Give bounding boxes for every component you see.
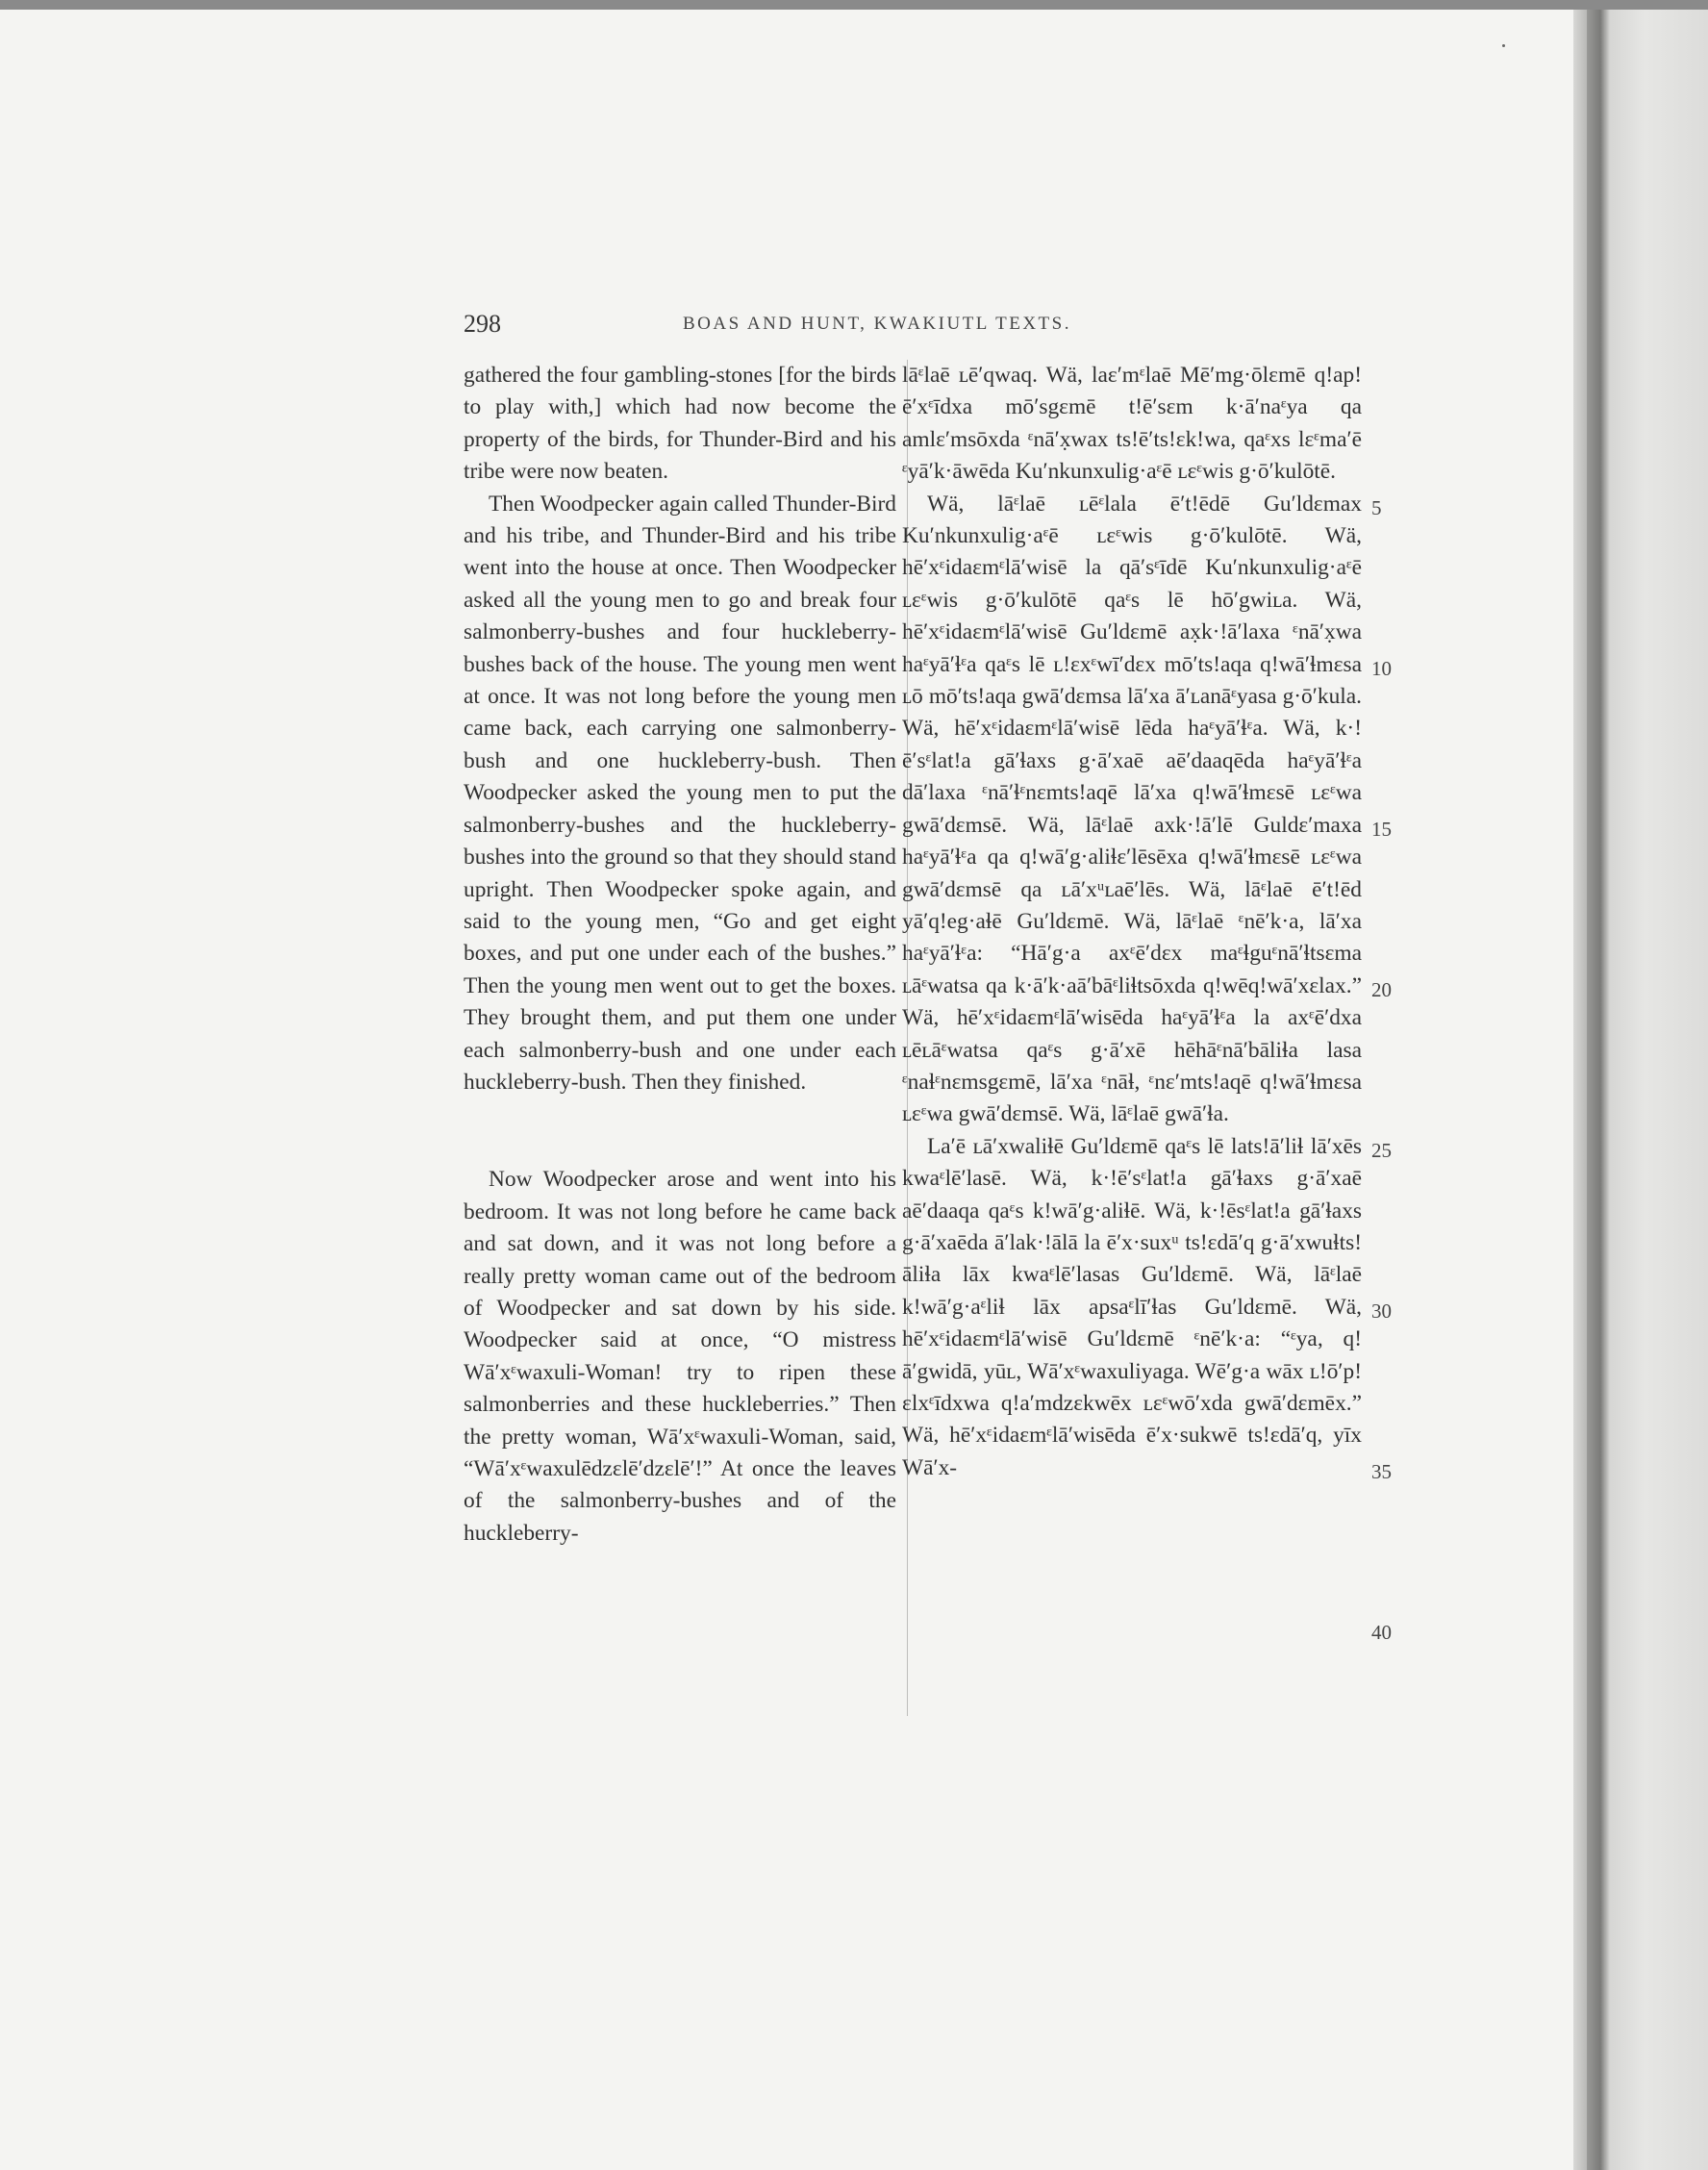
english-column — [464, 360, 896, 1550]
scanner-top-band — [0, 0, 1708, 10]
kwakiutl-paragraph-2: Wä, lāᵋlaē ʟēᵋlala ē′t!ēdē Gu′ldɛmax Ku′nkunxulig·aᵋē ʟɛᵋwis g·ō′kulōtē. Wä, hē′xᵋidaɛmᵋlā′wisē la qā′sᵋīdē Ku′nkunxulig·aᵋē ʟɛᵋwis g·ō′kulōtē qaᵋs lē hō′gwiʟa. Wä, hē′xᵋidaɛmᵋlā′wisē Gu′ldɛmē ax̣k·!ā′laxa ᵋnā′x̣wa haᵋyā′ɬᵋa qaᵋs lē ʟ!ɛxᵋwī′dɛx mō′ts!aqa q!wā′ɬmɛsa ʟō mō′ts!aqa gwā′dɛmsa lā′xa ā′ʟanāᵋyasa g·ō′kula. Wä, hē′xᵋidaɛmᵋlā′wisē lēda haᵋyā′ɬᵋa. Wä, k·!ē′sᵋlat!a gā′ɬaxs g·ā′xaē aē′daaqēda haᵋyā′ɬᵋa dā′laxa ᵋnā′ɬᵋnɛmts!aqē lā′xa q!wā′ɬmɛsē ʟɛᵋwa gwā′dɛmsē. Wä, lāᵋlaē axk·!ā′lē Guldɛ′maxa haᵋyā′ɬᵋa qa q!wā′g·aliɬɛ′lēsēxa q!wā′ɬmɛsē ʟɛᵋwa gwā′dɛmsē qa ʟā′xᵘʟaē′lēs. Wä, lāᵋlaē ē′t!ēd yā′q!eg·aɬē Gu′ldɛmē. Wä, lāᵋlaē ᵋnē′k·a, lā′xa haᵋyā′ɬᵋa: “Hā′g·a axᵋē′dɛx maᵋɬguᵋnā′ɬtsɛma ʟāᵋwatsa qa k·ā′k·aā′bāᵋliɬtsōxda q!wēq!wā′xɛlax.” Wä, hē′xᵋidaɛmᵋlā′wisēda haᵋyā′ɬᵋa la axᵋē′dxa ʟēʟāᵋwatsa qaᵋs g·ā′xē hēhāᵋnā′bāliɬa lasa ᵋnaɬᵋnɛmsgɛmē, lā′xa ᵋnāɬ, ᵋnɛ′mts!aqē q!wā′ɬmɛsa ʟɛᵋwa gwā′dɛmsē. Wä, lāᵋlaē gwā′ɬa. — [902, 491, 1362, 1127]
english-paragraph-1: gathered the four gambling-stones [for the birds to play with,] which had now become the property of the birds, for Thunder-Bird and his tribe were now beaten. — [464, 363, 896, 485]
book-edge-strip — [1587, 10, 1708, 2170]
running-title: BOAS AND HUNT, KWAKIUTL TEXTS. — [683, 314, 1071, 334]
kwakiutl-paragraph-3: La′ē ʟā′xwaliɬē Gu′ldɛmē qaᵋs lē lats!ā′liɬ lā′xēs kwaᵋlē′lasē. Wä, k·!ē′sᵋlat!a gā′ɬaxs g·ā′xaē aē′daaqa qaᵋs k!wā′g·aliɬē. Wä, k·!ēsᵋlat!a gā′ɬaxs g·ā′xaēda ā′lak·!ālā la ē′x·suxᵘ ts!ɛdā′q g·ā′xwuɬts!āliɬa lāx kwaᵋlē′lasas Gu′ldɛmē. Wä, lāᵋlaē k!wā′g·aᵋliɬ lāx apsaᵋlī′ɬas Gu′ldɛmē. Wä, hē′xᵋidaɛmᵋlā′wisē Gu′ldɛmē ᵋnē′k·a: “ᵋya, q!ā′gwidā, yūʟ, Wā′xᵋwaxuliyaga. Wē′g·a wāx ʟ!ō′p!ɛlxᵋīdxwa q!a′mdzɛkwēx ʟɛᵋwō′xda gwā′dɛmēx.” Wä, hē′xᵋidaɛmᵋlā′wisēda ē′x·sukwē ts!ɛdā′q, yīx Wā′x- — [902, 1133, 1362, 1480]
english-paragraph-3: Now Woodpecker arose and went into his bedroom. It was not long before he came back and sat down, and it was not long before a really pretty woman came out of the bedroom of Woodpecker and sat down by his side. Woodpecker said at once, “O mistress Wā′xᵋwaxuli-Woman! try to ripen these salmonberries and these huckleberries.” Then the pretty woman, Wā′xᵋwaxuli-Woman, said, “Wā′xᵋwaxulēdzɛlē′dzɛlē′!” At once the leaves of the salmonberry-bushes and of the huckleberry- — [464, 1167, 896, 1546]
line-number-10: 10 — [1371, 657, 1392, 680]
line-number-20: 20 — [1371, 978, 1392, 1001]
line-number-5: 5 — [1371, 496, 1382, 519]
line-number-15: 15 — [1371, 818, 1392, 841]
line-number-30: 30 — [1371, 1299, 1392, 1323]
english-paragraph-2: Then Woodpecker again called Thunder-Bird and his tribe, and Thunder-Bird and his tribe went into the house at once. Then Woodpecker asked all the young men to go and break four salmonberry-bushes and four huckleberry-bushes back of the house. The young men went at once. It was not long before the young men came back, each carrying one salmonberry-bush and one huckleberry-bush. Then Woodpecker asked the young men to put the salmonberry-bushes and the huckleberry-bushes into the ground so that they should stand upright. Then Woodpecker spoke again, and said to the young men, “Go and get eight boxes, and put one under each of the bushes.” Then the young men went out to get the boxes. They brought them, and put them one under each salmonberry-bush and one under each huckleberry-bush. Then they finished. — [464, 491, 896, 1095]
kwakiutl-paragraph-1: lāᵋlaē ʟē′qwaq. Wä, laɛ′mᵋlaē Mē′mg·ōlɛmē q!ap!ē′xᵋīdxa mō′sgɛmē t!ē′sɛm k·ā′naᵋya qa amlɛ′msōxda ᵋnā′x̣wax ts!ē′ts!ɛk!wa, qaᵋxs lɛᵋma′ē ᵋyā′k·āwēda Ku′nkunxulig·aᵋē ʟɛᵋwis g·ō′kulōtē. — [902, 363, 1362, 485]
line-number-25: 25 — [1371, 1139, 1392, 1162]
line-number-35: 35 — [1371, 1460, 1392, 1483]
kwakiutl-column — [902, 360, 1362, 1484]
dust-speck — [1502, 44, 1505, 47]
page-edge-shadow — [1573, 10, 1587, 2170]
line-number-40: 40 — [1371, 1621, 1392, 1644]
page-number: 298 — [464, 310, 501, 338]
running-head — [464, 310, 1127, 348]
